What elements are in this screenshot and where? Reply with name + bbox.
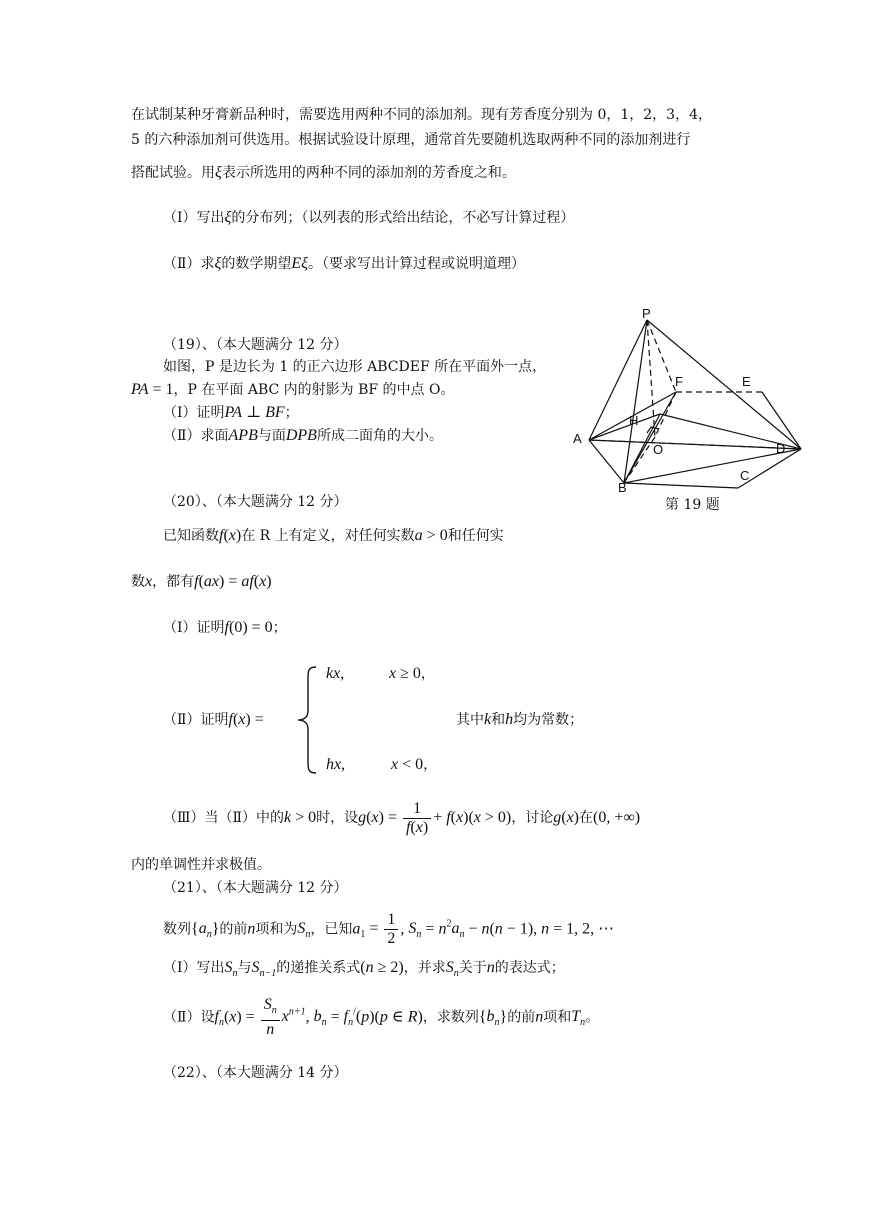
figure-label-e: E <box>742 374 751 389</box>
q21-line-1: 数列$\{a_n\}$的前n项和为$S_n$，已知$a_1$ = $\frac{1}{2}$ , $S_n = n^2a_n - n(n - 1)$, n = 1, 2, ⋯ <box>163 910 615 947</box>
q19-part-2: （Ⅱ）求面APB与面DPB所成二面角的大小。 <box>163 427 443 444</box>
q19-line-1: 如图，P 是边长为 1 的正六边形 ABCDEF 所在平面外一点， <box>163 359 547 375</box>
q22-header: （22）、（本大题满分 14 分） <box>163 1065 348 1081</box>
figure-label-d: D <box>776 441 786 456</box>
figure-label-c: C <box>740 468 750 483</box>
q20-piece-1: kx, <box>326 665 345 682</box>
intro-question-1: （Ⅰ）写出ξ的分布列；（以列表的形式给出结论，不必写计算过程） <box>163 209 575 226</box>
q20-part-2: （Ⅱ）证明f(x) = <box>163 711 264 728</box>
figure-label-p: P <box>642 306 651 321</box>
q21-part-1: （Ⅰ）写出$S_n$与$S_{n-1}$的递推关系式(n ≥ 2)，并求$S_n$关于n的表达式； <box>163 959 565 980</box>
q20-piece-1-cond: x ≥ 0， <box>389 665 435 682</box>
q19-part-1: （Ⅰ）证明PA ⊥ BF； <box>163 404 299 421</box>
figure-label-b: B <box>618 480 627 495</box>
figure-label-o: O <box>653 442 664 457</box>
figure-label-f: F <box>675 374 683 389</box>
q20-line-1: 已知函数f(x)在 R 上有定义，对任何实数a > 0和任何实 <box>163 527 504 544</box>
intro-line-1: 在试制某种牙膏新品种时，需要选用两种不同的添加剂。现有芳香度分别为 0，1，2，3，4， <box>131 107 712 123</box>
hexagon-pyramid-figure <box>560 300 820 525</box>
q20-part-3: （Ⅲ）当（Ⅱ）中的k > 0时，设g(x) = $\frac{1}{f(x)}$ + f(x)(x > 0)，讨论g(x)在(0, +∞) <box>163 799 641 836</box>
figure-label-h: H <box>629 413 639 428</box>
q19-line-2: PA = 1，P 在平面 ABC 内的射影为 BF 的中点 O。 <box>131 381 455 398</box>
figure-label-a: A <box>573 431 582 446</box>
q21-header: （21）、（本大题满分 12 分） <box>163 880 348 896</box>
intro-line-2: 5 的六种添加剂可供选用。根据试验设计原理，通常首先要随机选取两种不同的添加剂进行 <box>131 132 691 148</box>
intro-line-3: 搭配试验。用ξ表示所选用的两种不同的添加剂的芳香度之和。 <box>131 164 516 181</box>
q19-header: （19）、（本大题满分 12 分） <box>163 337 348 353</box>
q20-part-3-cont: 内的单调性并求极值。 <box>131 857 271 873</box>
intro-question-2: （Ⅱ）求ξ的数学期望Eξ。（要求写出计算过程或说明道理） <box>163 255 525 272</box>
q21-part-2: （Ⅱ）设$f_n(x)$ = $\frac{S_n}{n}$ $x^{n+1}$, $b_n = f_n^/(p)(p$ ∈ R)，求数列$\{b_n\}$的前n项和$T_n$。 <box>163 995 600 1038</box>
q20-line-2: 数x，都有f(ax) = af(x) <box>131 573 272 590</box>
figure-caption: 第 19 题 <box>665 497 720 513</box>
q20-header: （20）、（本大题满分 12 分） <box>163 494 348 510</box>
piecewise-brace <box>296 665 322 775</box>
q20-part-1: （Ⅰ）证明f(0) = 0； <box>163 619 287 636</box>
q20-part-2-note: 其中k和h均为常数； <box>456 711 584 728</box>
q20-piece-2: hx, <box>326 756 346 773</box>
q20-piece-2-cond: x < 0， <box>391 756 438 773</box>
